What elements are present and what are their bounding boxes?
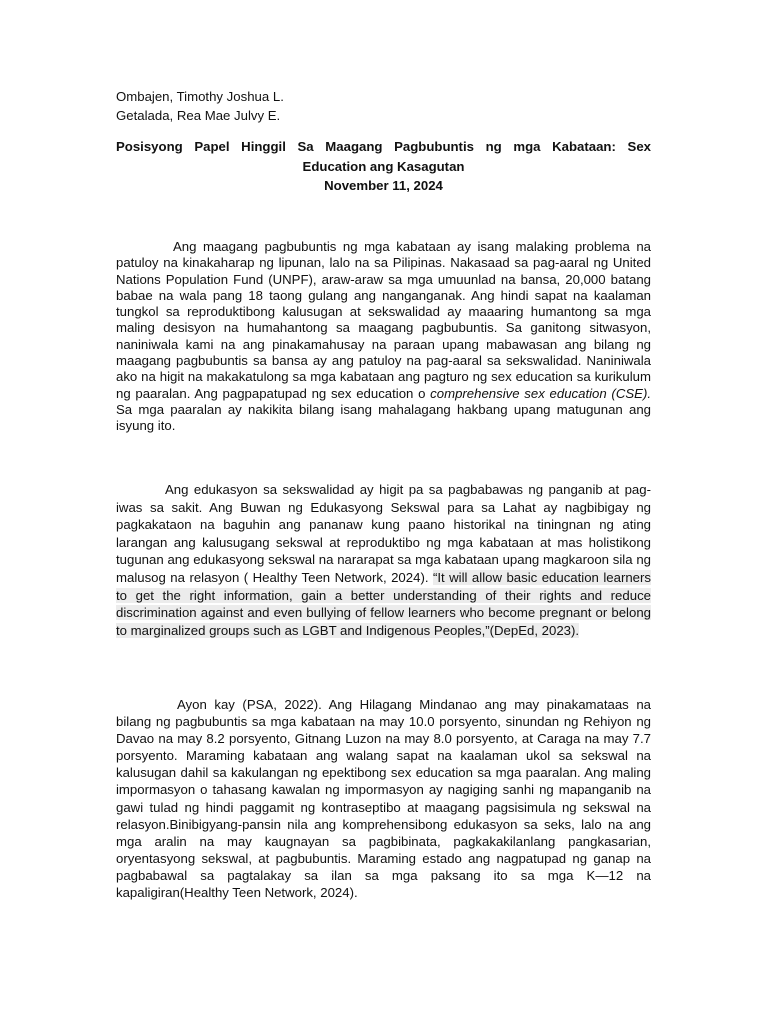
document-title (116, 137, 651, 196)
title-line: Education ang Kasagutan (302, 158, 465, 174)
body-paragraph (116, 481, 651, 639)
document-date: November 11, 2024 (324, 178, 443, 193)
paragraph-text: Ang edukasyon sa sekswalidad ay higit pa sa pagbabawas ng panganib at pag-iwas sa sakit. Ang Buwan ng Edukasyong Sekswal para sa Lahat ay nagbibigay ng pagkakataon na baguhin ang pananaw kung paano historikal na tiningnan ng ating larangan ang kalusugang sekswal at reproduktibo ng mga kabataan at mas holistikong tugunan ang edukasyong sekswal na nararapat sa mga kabataan upang magkaroon sila ng malusog na relasyon ( Healthy Teen Network, 2024). (116, 482, 651, 585)
body-paragraph: Ayon kay (PSA, 2022). Ang Hilagang Mindanao ang may pinakamataas na bilang ng pagbubuntis sa mga kabataan na may 10.0 porsyento, sinundan ng Rehiyon ng Davao na may 8.2 porsyento, Gitnang Luzon na may 8.0 porsyento, at Caraga na may 7.7 porsyento. Maraming kabataan ang walang sapat na kaalaman ukol sa sekswal na kalusugan dahil sa kakulangan ng epektibong sex education sa mga paaralan. Ang maling impormasyon o tahasang kawalan ng impormasyon ay nagiging sanhi ng mapanganib na gawi tulad ng hindi paggamit ng kontraseptibo at maagang pagsisimula ng sekswal na relasyon.Binibigyang-pansin nila ang komprehensibong edukasyon sa seks, lalo na ang mga aralin na may kaugnayan sa pagbibinata, pagkakakilanlang pangkasarian, oryentasyong sekswal, at pagbubuntis. Maraming estado ang nagpatupad ng ganap na pagbabawal sa pagtalakay sa ilan sa mga paksang ito sa mga K—12 na kapaligiran(Healthy Teen Network, 2024). (116, 697, 651, 901)
author-name: Getalada, Rea Mae Julvy E. (116, 108, 281, 123)
highlighted-quote: “It will allow basic education learners to get the right information, gain a better understanding of their rights and reduce discrimination against and even bullying of fellow learners who become pregnant or belong to marginalized groups such as LGBT and Indigenous Peoples,”(DepEd, 2023). (116, 569, 651, 638)
paragraph-text: Sa mga paaralan ay nakikita bilang isang mahalagang hakbang upang matugunan ang isyung ito. (116, 401, 651, 434)
author-list (116, 87, 284, 125)
author-name: Ombajen, Timothy Joshua L. (116, 89, 284, 104)
body-paragraph (116, 239, 651, 435)
title-line: Posisyong Papel Hinggil Sa Maagang Pagbubuntis ng mga Kabataan: Sex (116, 139, 651, 154)
paragraph-text: Ang maagang pagbubuntis ng mga kabataan ay isang malaking problema na patuloy na kinakaharap ng lipunan, lalo na sa Pilipinas. Nakasaad sa pag-aaral ng United Nations Population Fund (UNPF), araw-araw sa mga umuunlad na bansa, 20,000 batang babae na wala pang 18 taong gulang ang nanganganak. Ang hindi sapat na kaalaman tungkol sa reproduktibong kalusugan at sekswalidad ay maaaring humantong sa mga maling desisyon na humahantong sa maagang pagbubuntis. Sa ganitong sitwasyon, naniniwala kami na ang pinakamahusay na paraan upang mabawasan ang bilang ng maagang pagbubuntis sa bansa ay ang patuloy na pag-aaral sa sekswalidad. Naniniwala ako na higit na makakatulong sa mga kabataan ang pagturo ng sex education sa kurikulum ng paaralan. Ang pagpapatupad ng sex education o (116, 239, 651, 401)
paragraph-emphasis: comprehensive sex education (CSE). (430, 385, 651, 401)
